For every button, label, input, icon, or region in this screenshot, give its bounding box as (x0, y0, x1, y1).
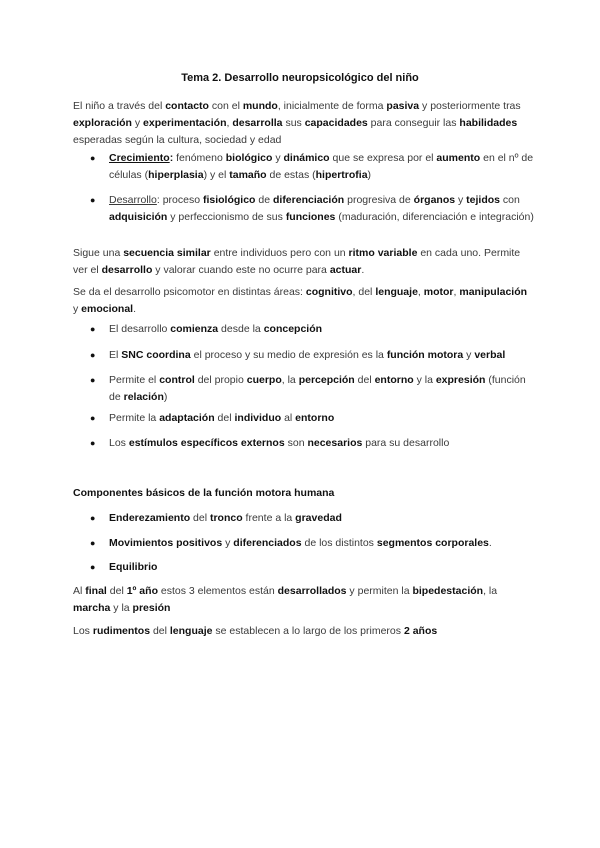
component-item: Enderezamiento del tronco frente a la gravedad (109, 512, 342, 524)
bullet-icon: ● (90, 513, 96, 523)
point-item: El desarrollo comienza desde la concepción (109, 323, 323, 335)
bullet-icon: ● (90, 538, 96, 548)
final-paragraph: Al final del 1º año estos 3 elementos están desarrollados y permiten la bipedestación, la marcha y la presión (73, 585, 498, 614)
definition-desarrollo: Desarrollo: proceso fisiológico de diferenciación progresiva de órganos y tejidos con adquisición y perfeccionismo de sus funciones (maduración, diferenciación e integración) (109, 194, 534, 223)
bullet-icon: ● (90, 375, 96, 385)
bullet-icon: ● (90, 195, 96, 205)
bullet-icon: ● (90, 324, 96, 334)
point-item: Permite la adaptación del individuo al entorno (109, 412, 335, 424)
definition-crecimiento: Crecimiento: fenómeno biológico y dinámico que se expresa por el aumento en el nº de células (hiperplasia) y el tamaño de estas (hipertrofia) (109, 152, 534, 181)
component-item: Movimientos positivos y diferenciados de los distintos segmentos corporales. (109, 537, 492, 549)
page-title: Tema 2. Desarrollo neuropsicológico del niño (181, 72, 419, 84)
point-item: Permite el control del propio cuerpo, la percepción del entorno y la expresión (función de relación) (109, 374, 526, 403)
intro-paragraph: El niño a través del contacto con el mundo, inicialmente de forma pasiva y posteriormente tras exploración y experimentación, desarrolla sus capacidades para conseguir las habilidades esperadas según la cultura, sociedad y edad (73, 100, 521, 146)
sequence-paragraph: Sigue una secuencia similar entre individuos pero con un ritmo variable en cada uno. Permite ver el desarrollo y valorar cuando este no ocurre para actuar. (73, 247, 521, 276)
bullet-icon: ● (90, 562, 96, 572)
bullet-icon: ● (90, 438, 96, 448)
bullet-icon: ● (90, 153, 96, 163)
point-item: Los estímulos específicos externos son necesarios para su desarrollo (109, 437, 450, 449)
bullet-icon: ● (90, 350, 96, 360)
language-paragraph: Los rudimentos del lenguaje se establecen a lo largo de los primeros 2 años (73, 625, 438, 637)
components-heading: Componentes básicos de la función motora humana (73, 487, 335, 499)
component-item: Equilibrio (109, 561, 158, 573)
bullet-icon: ● (90, 413, 96, 423)
areas-paragraph: Se da el desarrollo psicomotor en distintas áreas: cognitivo, del lenguaje, motor, manipulación y emocional. (73, 286, 528, 315)
point-item: El SNC coordina el proceso y su medio de expresión es la función motora y verbal (109, 349, 506, 361)
